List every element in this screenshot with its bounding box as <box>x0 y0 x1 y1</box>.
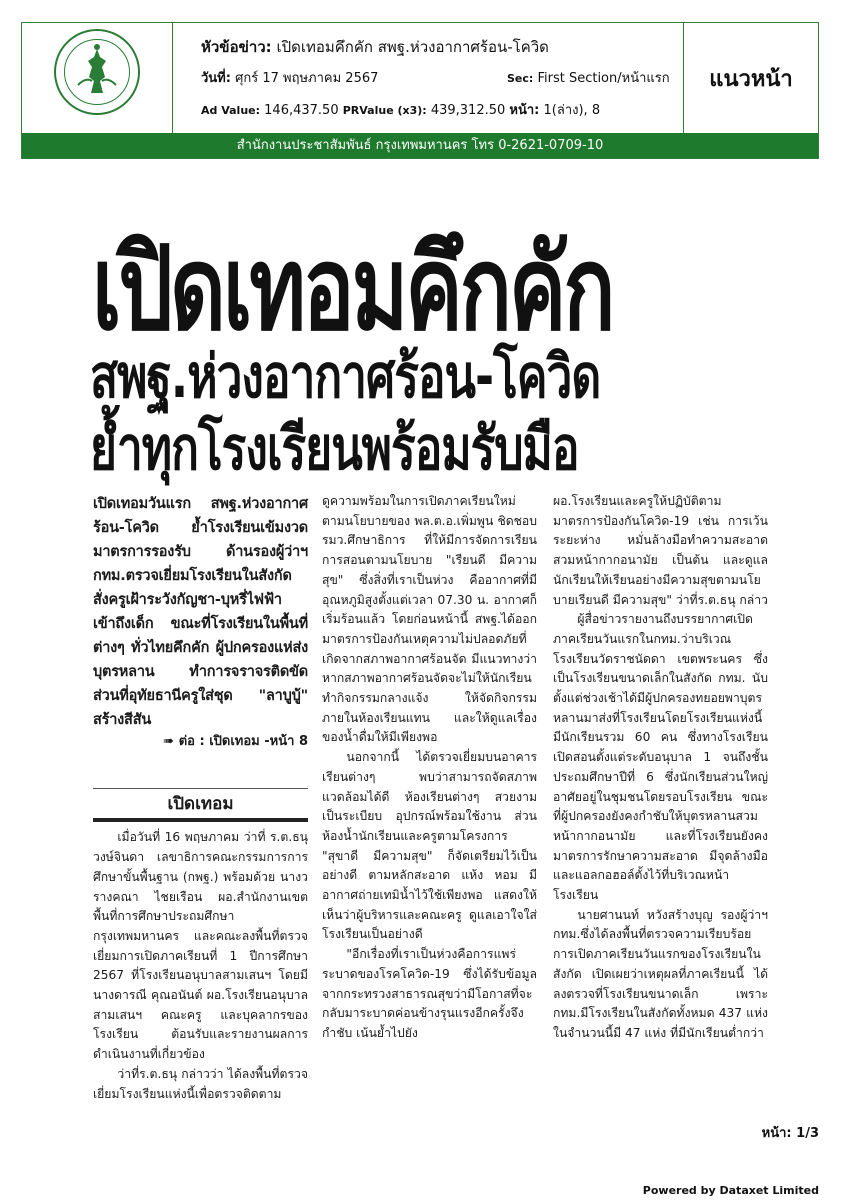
body-paragraph: "อีกเรื่องที่เราเป็นห่วงคือการแพร่ระบาดของโรคโควิด-19 ซึ่งได้รับข้อมูลจากกระทรวงสาธารณสุขว่ามีโอกาสที่จะกลับมาระบาดค่อนข้างรุนแรงอีกครั้งจึงกำชับ เน้นย้ำไปยัง <box>322 947 537 1040</box>
continue-link[interactable]: ➠ ต่อ : เปิดเทอม -หน้า 8 <box>163 734 308 749</box>
page-label: หน้า: <box>509 103 540 118</box>
headline-line-3: ย้ำทุกโรงเรียนพร้อมรับมือ <box>90 413 579 484</box>
bma-seal-icon <box>54 29 140 115</box>
page-value: 1(ล่าง), 8 <box>543 103 601 118</box>
clipping-info <box>173 23 684 133</box>
ad-value: 146,437.50 <box>264 103 339 118</box>
body-paragraph: นอกจากนี้ ได้ตรวจเยี่ยมบนอาคารเรียนต่างๆ พบว่าสามารถจัดสภาพแวดล้อมได้ดี ห้องเรียนต่างๆ สวยงาม เป็นระเบียบ อุปกรณ์พร้อมใช้งาน ส่วนห้องน้ำนักเรียนและครูตามโครงการ "สุขาดี มีความสุข" ก็จัดเตรียมไว้เป็นอย่างดี ตามหลักสะอาด แห้ง หอม มีอากาศถ่ายเทมิน้ำไว้ใช้เพียงพอ แสดงให้เห็นว่าผู้บริหารและคณะครู ดูแลเอาใจใส่โรงเรียนเป็นอย่างดี <box>322 750 537 942</box>
column-3 <box>553 492 768 1044</box>
publication-name: แนวหน้า <box>709 66 793 92</box>
body-paragraph: ว่าที่ร.ต.ธนุ กล่าวว่า ได้ลงพื้นที่ตรวจเยี่ยมโรงเรียนแห่งนี้เพื่อตรวจติดตาม <box>93 1066 308 1101</box>
body-paragraph: ผอ.โรงเรียนและครูให้ปฏิบัติตามมาตรการป้องกันโควิด-19 เช่น การเว้นระยะห่าง หมั่นล้างมือทำความสะอาด สวมหน้ากากอนามัย เป็นต้น และดูแลนักเรียนให้เรียนอย่างมีความสุขตามนโยบายเรียนดี มีความสุข" ว่าที่ร.ต.ธนุ กล่าว <box>553 494 768 607</box>
section-title: เปิดเทอม <box>93 788 308 823</box>
body-paragraph: ดูความพร้อมในการเปิดภาคเรียนใหม่ ตามนโยบายของ พล.ต.อ.เพิ่มพูน ชิดชอบ รมว.ศึกษาธิการ ที่ให้มีการจัดการเรียนการสอนตามนโยบาย "เรียนดี มีความสุข" ซึ่งสิ่งที่เราเป็นห่วง คืออากาศที่มีอุณหภูมิสูงตั้งแต่เวลา 07.30 น. อากาศก็เริ่มร้อนแล้ว โดยก่อนหน้านี้ สพฐ.ได้ออกมาตรการป้องกันเหตุความไม่ปลอดภัยที่เกิดจากสภาพอากาศร้อนจัด มีแนวทางว่าหากสภาพอากาศร้อนจัดจะไม่ให้นักเรียนทำกิจกรรมกลางแจ้ง ให้จัดกิจกรรมภายในห้องเรียนแทน และให้ดูแลเรื่องของน้ำดื่มให้มีเพียงพอ <box>322 494 537 745</box>
headline-value: เปิดเทอมคึกคัก สพฐ.ห่วงอากาศร้อน-โควิด <box>276 38 549 56</box>
powered-by: Powered by Dataxet Limited <box>642 1184 819 1197</box>
date-label: วันที่: <box>201 71 231 86</box>
pr-value: 439,312.50 <box>430 103 506 118</box>
headline-label: หัวข้อข่าว: <box>201 38 272 56</box>
page-counter: หน้า: 1/3 <box>761 1126 819 1141</box>
column-2 <box>322 492 537 1044</box>
date-value: ศุกร์ 17 พฤษภาคม 2567 <box>235 71 379 86</box>
ad-value-label: Ad Value: <box>201 104 261 117</box>
body-paragraph: ผู้สื่อข่าวรายงานถึงบรรยากาศเปิดภาคเรียนวันแรกในกทม.ว่าบริเวณโรงเรียนวัดราชนัดดา เขตพระนคร ซึ่งเป็นโรงเรียนขนาดเล็กในสังกัด กทม. นับตั้งแต่ช่วงเช้าได้มีผู้ปกครองทยอยพาบุตรหลานมาส่งที่โรงเรียนโดยโรงเรียนแห่งนี้มีนักเรียนรวม 60 คน ซึ่งทางโรงเรียนเปิดสอนตั้งแต่ระดับอนุบาล 1 จนถึงชั้นประถมศึกษาปีที่ 6 ซึ่งนักเรียนส่วนใหญ่อาศัยอยู่ในชุมชนโดยรอบโรงเรียน ขณะที่ผู้ปกครองยังคงกำชับให้บุตรหลานสวมหน้ากากอนามัย และที่โรงเรียนยังคงมาตรการรักษาความสะอาด มีจุดล้างมือและแอลกอฮอล์ตั้งไว้ที่บริเวณหน้าโรงเรียน <box>553 612 768 903</box>
headline-line-2: สพฐ.ห่วงอากาศร้อน-โควิด <box>90 341 601 412</box>
column-1 <box>93 492 308 1104</box>
body-paragraph: เมื่อวันที่ 16 พฤษภาคม ว่าที่ ร.ต.ธนุ วงษ์จินดา เลขาธิการคณะกรรมการการศึกษาขั้นพื้นฐาน (กพฐ.) พร้อมด้วย นางวรางคณา ไชยเรือน ผอ.สำนักงานเขตพื้นที่การศึกษาประถมศึกษากรุงเทพมหานคร และคณะลงพื้นที่ตรวจเยี่ยมการเปิดภาคเรียนที่ 1 ปีการศึกษา 2567 ที่โรงเรียนอนุบาลสามเสนฯ โดยมี นางดารณี คุณอนันต์ ผอ.โรงเรียนอนุบาลสามเสนฯ คณะครู และบุคลากรของโรงเรียน ต้อนรับและรายงานผลการดำเนินงานที่เกี่ยวข้อง <box>93 830 308 1062</box>
office-bar: สำนักงานประชาสัมพันธ์ กรุงเทพมหานคร โทร 0-2621-0709-10 <box>22 133 818 158</box>
headline-line-1: เปิดเทอมคึกคัก <box>92 222 613 357</box>
lead-paragraph: เปิดเทอมวันแรก สพฐ.ห่วงอากาศร้อน-โควิด ย้ำโรงเรียนเข้มงวดมาตรการรองรับ ด้านรองผู้ว่าฯ กทม.ตรวจเยี่ยมโรงเรียนในสังกัด สั่งครูเฝ้าระวังกัญชา-บุหรี่ไฟฟ้า เข้าถึงเด็ก ขณะที่โรงเรียนในพื้นที่ต่างๆ ทั่วไทยคึกคัก ผู้ปกครองแห่ส่งบุตรหลาน ทำการจราจรติดขัด ส่วนที่อุทัยธานีครูใส่ชุด "ลาบูบู้" สร้างสีสัน <box>93 496 308 728</box>
sec-value: First Section/หน้าแรก <box>537 71 670 86</box>
clipping-header <box>21 22 819 159</box>
pr-value-label: PRValue (x3): <box>342 104 427 117</box>
body-paragraph: นายศานนท์ หวังสร้างบุญ รองผู้ว่าฯ กทม.ซึ่งได้ลงพื้นที่ตรวจความเรียบร้อยการเปิดภาคเรียนวันแรกของโรงเรียนในสังกัด เปิดเผยว่าเหตุผลที่ภาคเรียนนี้ ได้ลงตรวจที่โรงเรียนขนาดเล็ก เพราะ กทม.มีโรงเรียนในสังกัดทั้งหมด 437 แห่ง ในจำนวนนี้มี 47 แห่ง ที่มีนักเรียนต่ำกว่า <box>553 907 768 1040</box>
logo-cell <box>22 23 173 133</box>
sec-label: Sec: <box>507 72 534 85</box>
